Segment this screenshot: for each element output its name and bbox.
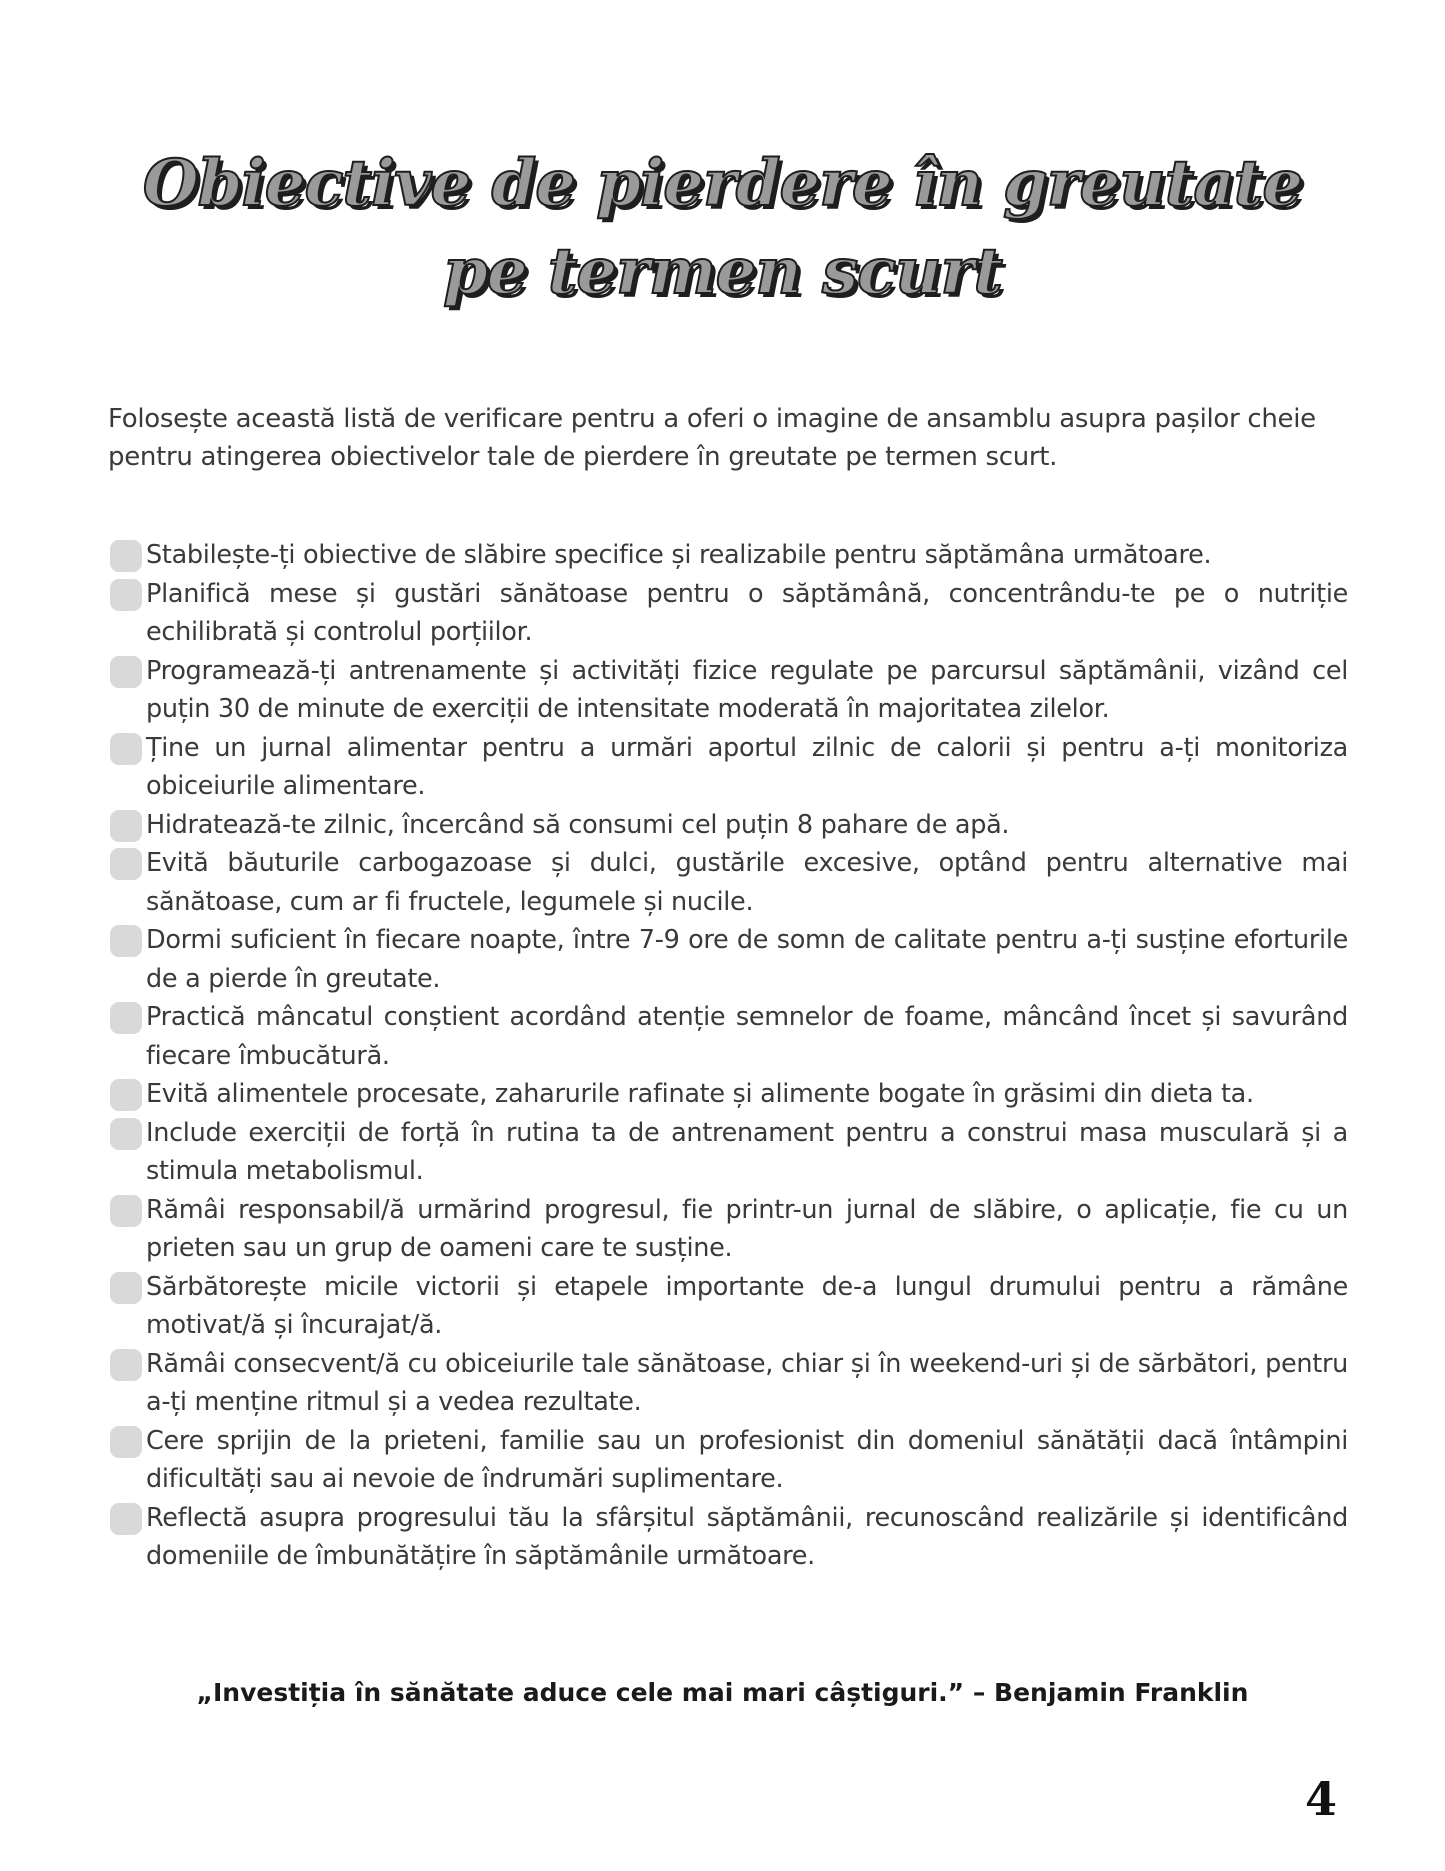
page-title-line-1: Obiective de pierdere în greutate [142,146,1303,221]
checklist-item-text: Sărbătorește micile victorii și etapele importante de-a lungul drumului pentru a rămâne motivat/ă și încurajat/ă. [146,1271,1348,1340]
checklist-item-text: Evită băuturile carbogazoase și dulci, gustările excesive, optând pentru alternative mai sănătoase, cum ar fi fructele, legumele și nucile. [146,848,1348,917]
checklist-item-text: Programează-ți antrenamente și activități fizice regulate pe parcursul săptămânii, vizând cel puțin 30 de minute de exerciții de intensitate moderată în majoritatea zilelor. [146,655,1348,724]
checklist-item [108,575,1348,652]
checkbox[interactable] [110,1349,142,1381]
checklist-item-text: Evită alimentele procesate, zaharurile rafinate și alimente bogate în grăsimi din dieta ta. [146,1079,1254,1109]
checklist-item-text: Hidratează-te zilnic, încercând să consumi cel puțin 8 pahare de apă. [146,809,1010,840]
checklist-item [108,1422,1348,1499]
checklist-item-text: Cere sprijin de la prieteni, familie sau un profesionist din domeniul sănătății dacă întâmpini dificultăți sau ai nevoie de îndrumări suplimentare. [146,1425,1348,1494]
page-number: 4 [1305,1772,1338,1826]
checkbox[interactable] [110,579,142,611]
checkbox[interactable] [110,848,142,880]
checklist-item [108,844,1348,921]
checkbox[interactable] [110,1503,142,1535]
checklist-item-text: Rămâi responsabil/ă urmărind progresul, fie printr-un jurnal de slăbire, o aplicație, fie cu un prieten sau un grup de oameni care te susține. [146,1194,1348,1263]
intro-paragraph: Folosește această listă de verificare pentru a oferi o imagine de ansamblu asupra pașilor cheie pentru atingerea obiectivelor tale de pierdere în greutate pe termen scurt. [108,404,1316,472]
checkbox[interactable] [110,1426,142,1458]
checklist-item [108,729,1348,806]
checklist-item [108,1499,1348,1576]
checklist-item-text: Reflectă asupra progresului tău la sfârșitul săptămânii, recunoscând realizările și identificând domeniile de îmbunătățire în săptămânile următoare. [146,1502,1348,1571]
checklist-item [108,1268,1348,1345]
checklist-item [108,1114,1348,1191]
checklist-item [108,921,1348,998]
checklist-item-text: Stabilește-ți obiective de slăbire specifice și realizabile pentru săptămâna următoare. [146,540,1212,570]
checklist [108,536,1348,1576]
checkbox[interactable] [110,810,142,842]
page-title [0,140,1445,316]
page-title-line-2: pe termen scurt [443,234,1002,309]
quote: „Investiția în sănătate aduce cele mai mari câștiguri.” – Benjamin Franklin [196,1678,1249,1707]
checkbox[interactable] [110,656,142,688]
checkbox[interactable] [110,1002,142,1034]
checklist-item [108,1075,1348,1114]
checklist-item-text: Rămâi consecvent/ă cu obiceiurile tale sănătoase, chiar și în weekend-uri și de sărbători, pentru a-ți menține ritmul și a vedea rezultate. [146,1348,1348,1417]
checkbox[interactable] [110,733,142,765]
checklist-item [108,652,1348,729]
checkbox[interactable] [110,1079,142,1111]
checklist-item [108,1191,1348,1268]
checklist-item-text: Include exerciții de forță în rutina ta de antrenament pentru a construi masa musculară și a stimula metabolismul. [146,1117,1348,1186]
checklist-item [108,536,1348,575]
checkbox[interactable] [110,1118,142,1150]
checklist-item [108,1345,1348,1422]
checklist-item-text: Dormi suficient în fiecare noapte, între 7-9 ore de somn de calitate pentru a-ți susține eforturile de a pierde în greutate. [146,925,1348,994]
checklist-item [108,806,1348,845]
checklist-item-text: Practică mâncatul conștient acordând atenție semnelor de foame, mâncând încet și savurând fiecare îmbucătură. [146,1002,1348,1071]
checkbox[interactable] [110,540,142,572]
checklist-item [108,998,1348,1075]
checkbox[interactable] [110,1272,142,1304]
checkbox[interactable] [110,925,142,957]
checklist-item-text: Planifică mese și gustări sănătoase pentru o săptămână, concentrându-te pe o nutriție echilibrată și controlul porțiilor. [146,578,1348,647]
checklist-item-text: Ține un jurnal alimentar pentru a urmări aportul zilnic de calorii și pentru a-ți monitoriza obiceiurile alimentare. [146,732,1348,801]
checkbox[interactable] [110,1195,142,1227]
